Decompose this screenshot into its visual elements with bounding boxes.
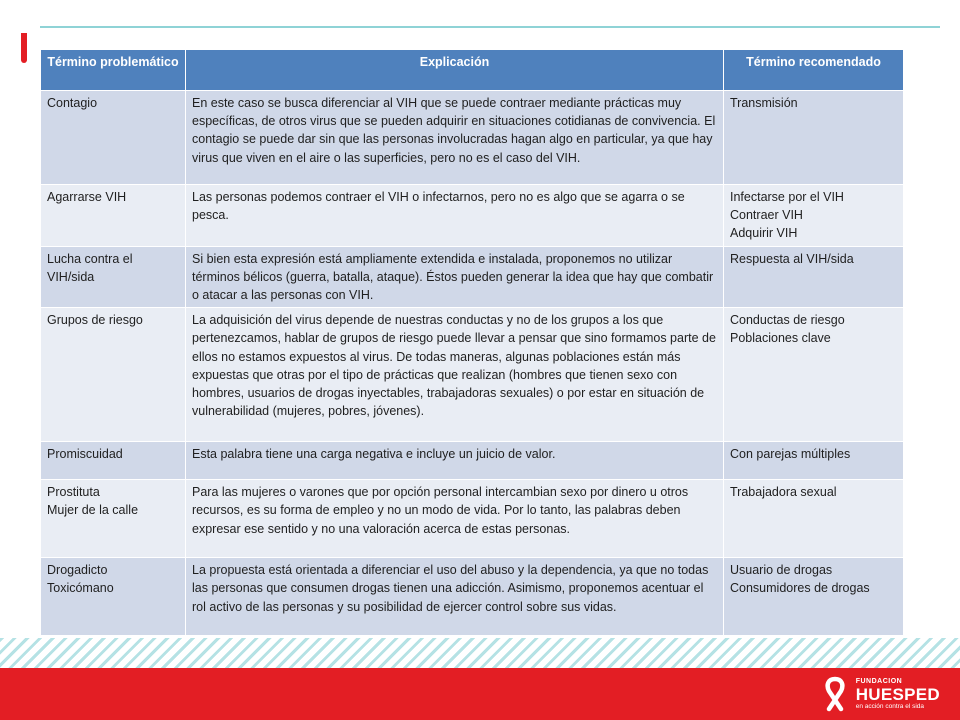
red-ribbon-icon <box>820 676 850 712</box>
header-problematic-term: Término problemático <box>41 50 186 91</box>
table-row <box>41 308 904 442</box>
header-recommended-term: Término recomendado <box>724 50 904 91</box>
cell-problematic-term: Grupos de riesgo <box>41 308 186 442</box>
cell-recommended-term: Usuario de drogas Consumidores de drogas <box>724 558 904 636</box>
table-row <box>41 558 904 636</box>
cell-problematic-term: Drogadicto Toxicómano <box>41 558 186 636</box>
footer-bar <box>0 668 960 720</box>
top-divider-line <box>40 26 940 28</box>
table-row <box>41 185 904 247</box>
cell-explanation: Esta palabra tiene una carga negativa e incluye un juicio de valor. <box>186 442 724 480</box>
terms-table <box>40 49 904 636</box>
cell-explanation: En este caso se busca diferenciar al VIH que se puede contraer mediante prácticas muy específicas, de otros virus que se pueden adquirir en situaciones cotidianas de convivencia. El contagio se puede dar sin que las personas involucradas hagan algo en particular, ya que hay virus que viven en el aire o las superficies, pero no es el caso del VIH. <box>186 91 724 185</box>
cell-recommended-term: Infectarse por el VIH Contraer VIH Adquirir VIH <box>724 185 904 247</box>
table-row <box>41 442 904 480</box>
cell-recommended-term: Conductas de riesgo Poblaciones clave <box>724 308 904 442</box>
logo-tagline: en acción contra el sida <box>855 702 924 710</box>
cell-problematic-term: Prostituta Mujer de la calle <box>41 480 186 558</box>
cell-explanation: Para las mujeres o varones que por opción personal intercambian sexo por dinero u otros recursos, es su forma de empleo y no un modo de vida. Por lo tanto, las palabras deben expresar ese sentido y no una valoración acerca de estas personas. <box>186 480 724 558</box>
cell-problematic-term: Promiscuidad <box>41 442 186 480</box>
header-explanation: Explicación <box>186 50 724 91</box>
table-row <box>41 480 904 558</box>
decorative-stripes <box>0 638 960 668</box>
red-accent-mark <box>21 33 27 63</box>
cell-recommended-term: Transmisión <box>724 91 904 185</box>
cell-recommended-term: Con parejas múltiples <box>724 442 904 480</box>
cell-explanation: Las personas podemos contraer el VIH o infectarnos, pero no es algo que se agarra o se pesca. <box>186 185 724 247</box>
cell-explanation: La propuesta está orientada a diferenciar el uso del abuso y la dependencia, ya que no todas las personas que consumen drogas tienen una adicción. Asimismo, proponemos acentuar el rol activo de las personas y su posibilidad de ejercer control sobre sus vidas. <box>186 558 724 636</box>
logo-top-text: FUNDACION <box>855 677 903 685</box>
cell-problematic-term: Lucha contra el VIH/sida <box>41 246 186 308</box>
cell-recommended-term: Respuesta al VIH/sida <box>724 246 904 308</box>
table-row <box>41 91 904 185</box>
cell-explanation: La adquisición del virus depende de nuestras conductas y no de los grupos a los que pertenezcamos, hablar de grupos de riesgo puede llevar a pensar que sino formamos parte de ellos no estamos expuestos al virus. De todas maneras, algunas poblaciones están más expuestas que otras por el tipo de prácticas que realizan (hombres que tienen sexo con hombres, usuarios de drogas inyectables, trabajadoras sexuales) o por estar en situación de vulnerabilidad (mujeres, pobres, jóvenes). <box>186 308 724 442</box>
cell-problematic-term: Contagio <box>41 91 186 185</box>
table-row <box>41 246 904 308</box>
logo-name: HUESPED <box>855 684 940 704</box>
cell-explanation: Si bien esta expresión está ampliamente extendida e instalada, proponemos no utilizar términos bélicos (guerra, batalla, ataque). Éstos pueden generar la idea que hay que combatir o atacar a las personas con VIH. <box>186 246 724 308</box>
fundacion-huesped-logo <box>820 674 940 714</box>
cell-problematic-term: Agarrarse VIH <box>41 185 186 247</box>
table-header-row <box>41 50 904 91</box>
cell-recommended-term: Trabajadora sexual <box>724 480 904 558</box>
